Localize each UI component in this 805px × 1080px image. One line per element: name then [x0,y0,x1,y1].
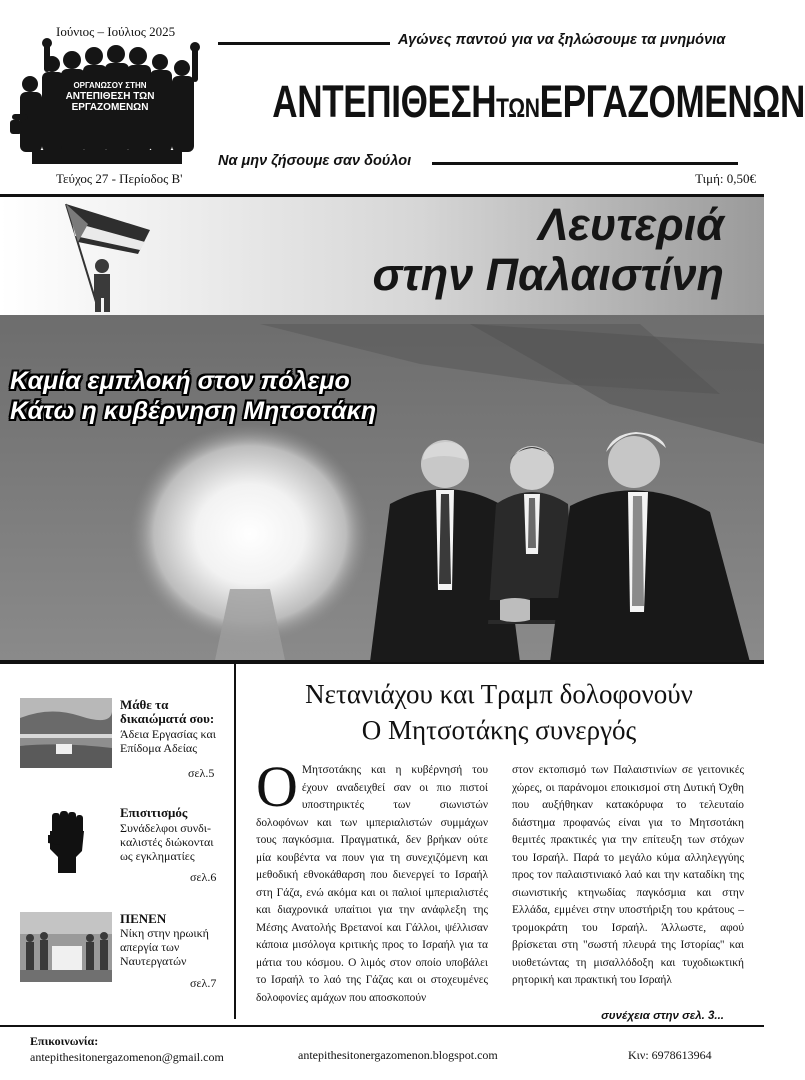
blog-url[interactable]: antepithesitonergazomenon.blogspot.com [298,1048,498,1062]
hero-slogan-line2: Κάτω η κυβέρνηση Μητσοτάκη [10,397,377,425]
article-col2-text: στον εκτοπισμό των Παλαιστινίων σε γειτονικές χώρες, οι παράνομοι εποικισμοί στη Δυτική Όχθη που αυξήθηκαν κατακόρυφα το τελευταίο διάστημα προφανώς είναι για το Μητσοτάκη θεμιτές πρακτικές για την επίτευξη των στόχων του Ισραήλ. Παρά το μεγάλο κύμα αλληλεγγύης προς τον παλαιστινιακό λαό και την καταδίκη της σιωνιστικής κτηνωδίας παγκόσμια και στην Ελλάδα, εμμένει στην υποστήριξη του κράτους – τρομοκράτη του Ισραήλ. Άλλωστε, αφού βρίσκεται στη "σωστή πλευρά της Ιστορίας" και υιοθετώντας τη μισαλλόδοξη και τυχοδιωκτική ρητορική και πρακτική του Ισραήλ [512,764,744,986]
newspaper-title [272,76,805,128]
continued-link[interactable]: συνέχεια στην σελ. 3... [601,1010,724,1022]
slogan-bottom: Να μην ζήσουμε σαν δούλοι [218,153,412,169]
sidebar-text: Άδεια Εργασίας και [120,727,216,741]
sidebar-item-rights-title [120,698,214,726]
price: Τιμή: 0,50€ [695,171,756,186]
article-column-1 [256,754,488,1007]
sidebar-text: καλιστές διώκονται [120,835,214,849]
title-part1: ΑΝΤΕΠΙΘΕΣΗ [272,76,497,127]
logo-caption [30,80,190,113]
phone-number: Κιν: 6978613964 [628,1048,712,1062]
contact-label: Επικοινωνία: [30,1034,99,1048]
sidebar-item-catering-text [120,821,214,863]
article-title-line2: Ο Μητσοτάκης συνεργός [361,715,637,745]
footer-rule [0,1025,764,1027]
sidebar-text: Επίδομα Αδείας [120,741,197,755]
sidebar-item-catering-title: Επισιτισμός [120,805,188,820]
sidebar-item-rights-page: σελ.5 [188,766,215,780]
issue-date: Ιούνιος – Ιούλιος 2025 [56,24,176,39]
hero-headline-line1: Λευτεριά [538,199,724,250]
sidebar-kicker: δικαιώματά σου: [120,711,215,726]
sidebar-item-penen-page: σελ.7 [190,976,217,990]
raised-fist-icon [20,805,112,875]
sidebar-text: απεργία των [120,940,180,954]
hero-slogan [10,366,376,426]
hero-headline-line2: στην Παλαιστίνη [372,249,724,300]
sidebar-kicker: Μάθε τα [120,697,169,712]
article-title-line1: Νετανιάχου και Τραμπ δολοφονούν [305,679,693,709]
logo-caption-line1: ΟΡΓΑΝΩΣΟΥ ΣΤΗΝ [73,81,147,90]
rule-top [218,42,390,45]
sidebar-text: Νίκη στην ηρωική [120,926,209,940]
rule-bottom [432,162,738,165]
title-part2: ΤΩΝ [496,93,540,123]
sidebar-text: ως εγκληματίες [120,849,195,863]
sidebar-text: Συνάδελφοι συνδι- [120,821,212,835]
sidebar-item-catering-page: σελ.6 [190,870,217,884]
slogan-top: Αγώνες παντού για να ξηλώσουμε τα μνημόνια [398,32,726,48]
sidebar-thumb-beach [20,698,112,768]
contact-email[interactable]: antepithesitonergazomenon@gmail.com [30,1050,224,1064]
sidebar-item-penen-title: ΠΕΝΕΝ [120,911,167,926]
issue-number: Τεύχος 27 - Περίοδος Β' [56,171,183,186]
sidebar-item-rights-text [120,727,216,755]
sidebar-item-penen-text [120,926,209,968]
article-top-rule [236,662,764,664]
logo-caption-line2: ΑΝΤΕΠΙΘΕΣΗ ΤΩΝ ΕΡΓΑΖΟΜΕΝΩΝ [65,91,155,113]
article-dropcap: Ο [256,754,298,819]
article-title [238,676,760,748]
hero-headline [372,200,724,300]
article-col1-text: Μητσοτάκης και η κυβέρνησή του έχουν αναδειχθεί σαν οι πιο πιστοί υποστηρικτές των σιωνιστών δολοφόνων και των ιμπεριαλιστών συμμάχων τους παγκόσμια. Πραγματικά, δεν βρήκαν ούτε μία κουβέντα να πουν για τη συνεχιζόμενη και μεθοδική εθνοκάθαρση που διενεργεί το Ισραήλ στη Γάζα, ενώ ακόμα και οι παλιοί ιμπεριαλιστές και διαχρονικά υπαίτιοι για την ανάφλεξη της Μέσης Ανατολής Βρετανοί και Γάλλοι, ψέλλισαν κάποια μισόλογα κριτικής προς το Ισραήλ για τα μάτια του κόσμου. Ο λιμός στον οποίο υποβάλει το Ισραήλ το λαό της Γάζας και οι στοχευμένες δολοφονίες αμάχων που αποσκοπούν [256,764,488,1004]
title-part3: ΕΡΓΑΖΟΜΕΝΩΝ [539,76,805,127]
sidebar-text: Ναυτεργατών [120,954,187,968]
article-column-2 [512,762,744,990]
hero-slogan-line1: Καμία εμπλοκή στον πόλεμο [10,367,350,395]
sidebar-thumb-strike [20,912,112,982]
